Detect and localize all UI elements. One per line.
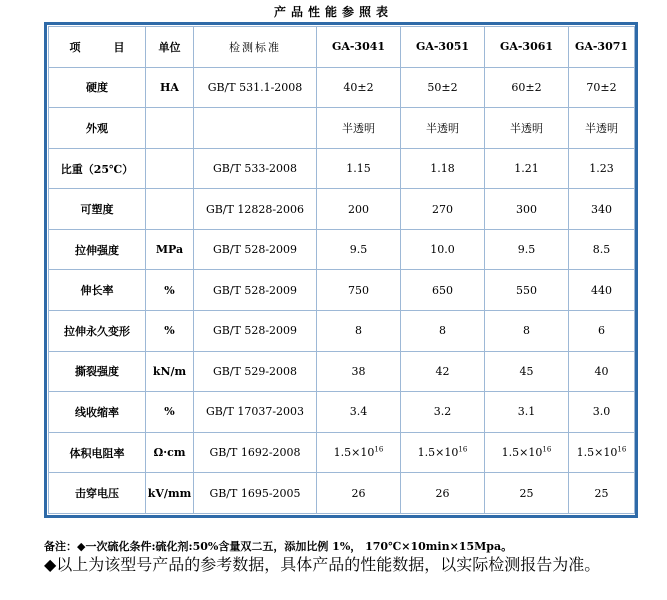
row-value-ga-3071 — [569, 392, 635, 433]
row-standard: GB/T 531.1-2008 — [194, 67, 317, 108]
row-standard: GB/T 17037-2003 — [194, 392, 317, 433]
table-title: 产品性能参照表 — [273, 5, 393, 19]
row-value-ga-3041 — [317, 351, 401, 392]
row-value-ga-3041 — [317, 270, 401, 311]
row-value-ga-3071 — [569, 311, 635, 352]
header-unit: 单位 — [146, 27, 194, 68]
row-unit: kN/m — [146, 351, 194, 392]
value-text: 1.21 — [514, 162, 539, 176]
row-standard: GB/T 528-2009 — [194, 229, 317, 270]
value-text: 42 — [435, 364, 450, 378]
row-item-label: 撕裂强度 — [49, 351, 146, 392]
row-value-ga-3071 — [569, 270, 635, 311]
value-text: 3.0 — [592, 405, 611, 419]
row-value-ga-3051 — [401, 148, 485, 189]
row-unit: kV/mm — [146, 473, 194, 514]
value-text: 3.4 — [349, 405, 368, 419]
header-standard: 检测标准 — [194, 27, 317, 68]
value-text: 440 — [591, 283, 612, 297]
row-value-ga-3061 — [485, 311, 569, 352]
value-text: 半透明 — [426, 121, 459, 135]
value-text: 70±2 — [586, 80, 617, 94]
row-unit: % — [146, 311, 194, 352]
row-value-ga-3071 — [569, 432, 635, 473]
row-item-label: 伸长率 — [49, 270, 146, 311]
row-standard: GB/T 1695-2005 — [194, 473, 317, 514]
row-value-ga-3051 — [401, 432, 485, 473]
value-text: 8.5 — [592, 243, 611, 257]
row-value-ga-3051 — [401, 351, 485, 392]
value-text: 1.23 — [589, 162, 614, 176]
value-text: 1.5×10 — [417, 446, 459, 460]
spec-table-body — [49, 27, 635, 514]
value-text: 300 — [516, 202, 537, 216]
row-standard — [194, 108, 317, 149]
value-text: 8 — [523, 324, 530, 338]
spec-table — [48, 26, 635, 514]
value-text: 9.5 — [349, 243, 368, 257]
table-row — [49, 108, 635, 149]
value-text: 半透明 — [342, 121, 375, 135]
value-text: 半透明 — [510, 121, 543, 135]
row-value-ga-3051 — [401, 311, 485, 352]
row-value-ga-3061 — [485, 148, 569, 189]
table-row — [49, 229, 635, 270]
row-standard: GB/T 12828-2006 — [194, 189, 317, 230]
value-text: 26 — [435, 486, 450, 500]
table-row — [49, 189, 635, 230]
row-value-ga-3051 — [401, 270, 485, 311]
table-row — [49, 311, 635, 352]
row-item-label: 可塑度 — [49, 189, 146, 230]
header-model-4: GA-3071 — [569, 27, 635, 68]
row-value-ga-3071 — [569, 189, 635, 230]
row-value-ga-3071 — [569, 148, 635, 189]
row-value-ga-3051 — [401, 229, 485, 270]
row-standard: GB/T 529-2008 — [194, 351, 317, 392]
value-text: 1.15 — [346, 162, 371, 176]
value-text: 3.2 — [433, 405, 452, 419]
table-row — [49, 392, 635, 433]
row-item-label: 拉伸永久变形 — [49, 311, 146, 352]
row-standard: GB/T 1692-2008 — [194, 432, 317, 473]
row-value-ga-3061 — [485, 229, 569, 270]
row-value-ga-3051 — [401, 67, 485, 108]
row-value-ga-3041 — [317, 311, 401, 352]
row-value-ga-3041 — [317, 67, 401, 108]
row-unit: MPa — [146, 229, 194, 270]
value-text: 26 — [351, 486, 366, 500]
value-text: 340 — [591, 202, 612, 216]
row-standard: GB/T 528-2009 — [194, 311, 317, 352]
row-value-ga-3061 — [485, 108, 569, 149]
header-model-1: GA-3041 — [317, 27, 401, 68]
row-value-ga-3051 — [401, 108, 485, 149]
value-text: 1.18 — [430, 162, 455, 176]
value-text: 3.1 — [517, 405, 536, 419]
row-value-ga-3061 — [485, 351, 569, 392]
row-value-ga-3051 — [401, 392, 485, 433]
row-item-label: 击穿电压 — [49, 473, 146, 514]
row-item-label: 体积电阻率 — [49, 432, 146, 473]
note-disclaimer: ◆以上为该型号产品的参考数据，具体产品的性能数据，以实际检测报告为准。 — [44, 555, 601, 574]
row-value-ga-3041 — [317, 229, 401, 270]
row-value-ga-3041 — [317, 392, 401, 433]
value-text: 1.5×10 — [576, 446, 618, 460]
value-text: 25 — [594, 486, 609, 500]
table-row — [49, 473, 635, 514]
table-row — [49, 351, 635, 392]
row-item-label: 硬度 — [49, 67, 146, 108]
row-value-ga-3061 — [485, 473, 569, 514]
row-value-ga-3061 — [485, 432, 569, 473]
value-text: 1.5×10 — [333, 446, 375, 460]
value-text: 750 — [348, 283, 369, 297]
value-text: 60±2 — [511, 80, 542, 94]
row-unit — [146, 108, 194, 149]
table-row — [49, 148, 635, 189]
table-row — [49, 270, 635, 311]
value-text: 270 — [432, 202, 453, 216]
row-item-label: 拉伸强度 — [49, 229, 146, 270]
row-unit: HA — [146, 67, 194, 108]
value-text: 10.0 — [430, 243, 455, 257]
row-unit: Ω·cm — [146, 432, 194, 473]
row-value-ga-3071 — [569, 67, 635, 108]
row-value-ga-3061 — [485, 67, 569, 108]
row-value-ga-3041 — [317, 189, 401, 230]
row-value-ga-3041 — [317, 148, 401, 189]
row-item-label: 线收缩率 — [49, 392, 146, 433]
row-value-ga-3041 — [317, 473, 401, 514]
value-text: 550 — [516, 283, 537, 297]
table-row — [49, 67, 635, 108]
header-item: 项 目 — [49, 27, 146, 68]
row-unit — [146, 189, 194, 230]
row-value-ga-3041 — [317, 108, 401, 149]
value-text: 38 — [351, 364, 366, 378]
value-text: 650 — [432, 283, 453, 297]
row-unit: % — [146, 392, 194, 433]
header-model-2: GA-3051 — [401, 27, 485, 68]
table-row — [49, 432, 635, 473]
row-value-ga-3071 — [569, 229, 635, 270]
header-model-3: GA-3061 — [485, 27, 569, 68]
note-cure-conditions: 备注：◆一次硫化条件:硫化剂:50%含量双二五，添加比例 1%， 170℃×10min×15Mpa。 — [44, 540, 513, 553]
row-value-ga-3051 — [401, 189, 485, 230]
row-value-ga-3071 — [569, 351, 635, 392]
row-value-ga-3061 — [485, 270, 569, 311]
row-value-ga-3071 — [569, 108, 635, 149]
value-text: 25 — [519, 486, 534, 500]
table-header-row — [49, 27, 635, 68]
row-value-ga-3061 — [485, 392, 569, 433]
value-exponent: 16 — [542, 445, 552, 454]
row-item-label: 外观 — [49, 108, 146, 149]
row-value-ga-3041 — [317, 432, 401, 473]
row-unit — [146, 148, 194, 189]
value-exponent: 16 — [617, 445, 627, 454]
value-exponent: 16 — [458, 445, 468, 454]
row-item-label: 比重（25℃） — [49, 148, 146, 189]
value-text: 8 — [355, 324, 362, 338]
row-value-ga-3071 — [569, 473, 635, 514]
value-text: 8 — [439, 324, 446, 338]
row-standard: GB/T 533-2008 — [194, 148, 317, 189]
row-value-ga-3061 — [485, 189, 569, 230]
row-unit: % — [146, 270, 194, 311]
value-text: 6 — [598, 324, 605, 338]
value-text: 半透明 — [585, 121, 618, 135]
value-text: 1.5×10 — [501, 446, 543, 460]
value-text: 40±2 — [343, 80, 374, 94]
value-text: 9.5 — [517, 243, 536, 257]
value-text: 45 — [519, 364, 534, 378]
row-value-ga-3051 — [401, 473, 485, 514]
value-text: 40 — [594, 364, 609, 378]
value-exponent: 16 — [374, 445, 384, 454]
row-standard: GB/T 528-2009 — [194, 270, 317, 311]
value-text: 50±2 — [427, 80, 458, 94]
value-text: 200 — [348, 202, 369, 216]
